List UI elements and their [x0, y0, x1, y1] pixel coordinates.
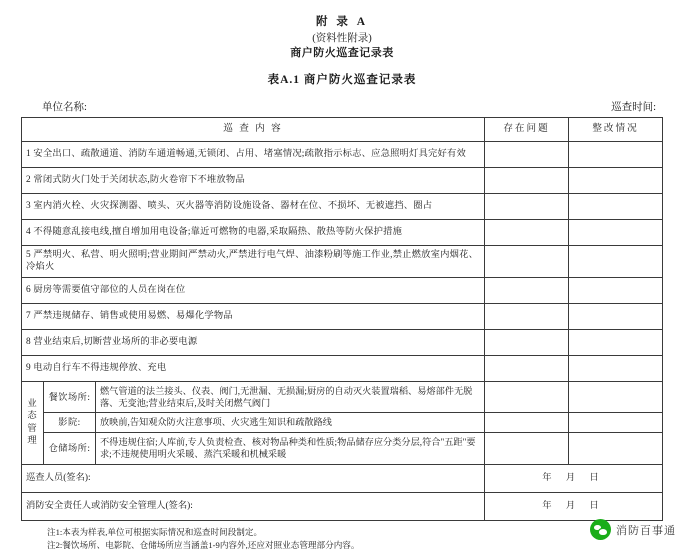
- watermark: [590, 519, 676, 540]
- signature-label: 消防安全责任人或消防安全管理人(签名):: [22, 492, 485, 520]
- problem-cell[interactable]: [485, 355, 569, 381]
- table-row: [22, 355, 663, 381]
- table-notes: [21, 526, 663, 552]
- problem-cell[interactable]: [485, 277, 569, 303]
- document-title: 商户防火巡查记录表: [290, 46, 394, 59]
- problem-cell[interactable]: [485, 219, 569, 245]
- unit-name-label: 单位名称:: [42, 101, 87, 113]
- item-text: 1 安全出口、疏散通道、消防车通道畅通,无锁闭、占用、堵塞情况;疏散指示标志、应急照明灯具完好有效: [22, 141, 485, 167]
- signature-date[interactable]: 年 月 日: [485, 492, 663, 520]
- rectify-cell[interactable]: [569, 432, 663, 464]
- inspection-table: [21, 117, 663, 521]
- column-header-rectify: 整改情况: [569, 117, 663, 141]
- business-text: 放映前,告知观众防火注意事项、火灾逃生知识和疏散路线: [96, 413, 485, 432]
- table-row: [22, 329, 663, 355]
- meta-row: [20, 99, 664, 117]
- appendix-subtitle: (资料性附录): [312, 32, 372, 44]
- rectify-cell[interactable]: [569, 245, 663, 277]
- rectify-cell[interactable]: [569, 303, 663, 329]
- problem-cell[interactable]: [485, 329, 569, 355]
- business-label-c3: 理: [27, 436, 38, 447]
- item-text: 4 不得随意乱接电线,擅自增加用电设备;靠近可燃物的电器,采取隔热、散热等防火保护措施: [22, 219, 485, 245]
- rectify-cell[interactable]: [569, 381, 663, 413]
- problem-cell[interactable]: [485, 432, 569, 464]
- wechat-logo-icon: [590, 519, 611, 540]
- item-text: 2 常闭式防火门处于关闭状态,防火卷帘下不堆放物品: [22, 167, 485, 193]
- business-label-c1: 态: [27, 411, 38, 422]
- business-text: 燃气管道的法兰接头、仪表、阀门,无泄漏、无损漏;厨房的自动灭火装置瑞稻、易熔部件无脱落、无变池;营业结束后,及时关闭燃气阀门: [96, 381, 485, 413]
- rectify-cell[interactable]: [569, 413, 663, 432]
- business-row-cinema: [22, 413, 663, 432]
- table-header-row: [22, 117, 663, 141]
- problem-cell[interactable]: [485, 167, 569, 193]
- table-row: [22, 277, 663, 303]
- watermark-text: 消防百事通: [616, 524, 676, 537]
- signature-label: 巡查人员(签名):: [22, 464, 485, 492]
- business-row-catering: [22, 381, 663, 413]
- business-row-storage: [22, 432, 663, 464]
- table-row: [22, 219, 663, 245]
- table-row: [22, 193, 663, 219]
- note-1: 注1:本表为样表,单位可根据实际情况和巡查时间段制定。: [47, 526, 263, 537]
- signature-date[interactable]: 年 月 日: [485, 464, 663, 492]
- rectify-cell[interactable]: [569, 193, 663, 219]
- item-text: 9 电动自行车不得违规停放、充电: [22, 355, 485, 381]
- table-row: [22, 141, 663, 167]
- inspection-time-label: 巡查时间:: [611, 101, 656, 113]
- business-key: 餐饮场所:: [44, 381, 96, 413]
- business-key: 仓储场所:: [44, 432, 96, 464]
- item-text: 6 厨房等需要值守部位的人员在岗在位: [22, 277, 485, 303]
- business-label-c0: 业: [27, 398, 38, 409]
- rectify-cell[interactable]: [569, 167, 663, 193]
- item-text: 5 严禁明火、私营、明火照明;营业期间严禁动火,严禁进行电气焊、油漆粉刷等施工作业,禁止燃放室内烟花、冷焰火: [22, 245, 485, 277]
- rectify-cell[interactable]: [569, 329, 663, 355]
- problem-cell[interactable]: [485, 413, 569, 432]
- business-management-label: [22, 381, 44, 464]
- business-text: 不得违规住宿;人库前,专人负责检查、核对物品种类和性质;物品储存应分类分层,符合"五距"要求;不违规使用明火采暖、蒸汽采暖和机械采暖: [96, 432, 485, 464]
- item-text: 3 室内消火栓、火灾探测器、喷头、灭火器等消防设施设备、器材在位、不损坏、无被遮挡、圈占: [22, 193, 485, 219]
- rectify-cell[interactable]: [569, 355, 663, 381]
- rectify-cell[interactable]: [569, 219, 663, 245]
- table-row: [22, 245, 663, 277]
- rectify-cell[interactable]: [569, 141, 663, 167]
- problem-cell[interactable]: [485, 245, 569, 277]
- problem-cell[interactable]: [485, 303, 569, 329]
- item-text: 8 营业结束后,切断营业场所的非必要电源: [22, 329, 485, 355]
- business-label-c2: 管: [27, 423, 38, 434]
- table-caption: 表A.1 商户防火巡查记录表: [267, 73, 417, 86]
- item-text: 7 严禁违规储存、销售或使用易燃、易爆化学物品: [22, 303, 485, 329]
- note-2: 注2:餐饮场所、电影院、仓储场所应当涵盖1-9内容外,还应对照业态管理部分内容。: [47, 540, 360, 551]
- appendix-title: 附 录 A: [315, 16, 369, 28]
- rectify-cell[interactable]: [569, 277, 663, 303]
- problem-cell[interactable]: [485, 381, 569, 413]
- table-row: [22, 167, 663, 193]
- table-row: [22, 303, 663, 329]
- business-key: 影院:: [44, 413, 96, 432]
- column-header-problem: 存在问题: [485, 117, 569, 141]
- problem-cell[interactable]: [485, 141, 569, 167]
- signature-row-manager: [22, 492, 663, 520]
- signature-row-inspector: [22, 464, 663, 492]
- problem-cell[interactable]: [485, 193, 569, 219]
- column-header-content: 巡 查 内 容: [22, 117, 485, 141]
- document-header: [20, 14, 664, 89]
